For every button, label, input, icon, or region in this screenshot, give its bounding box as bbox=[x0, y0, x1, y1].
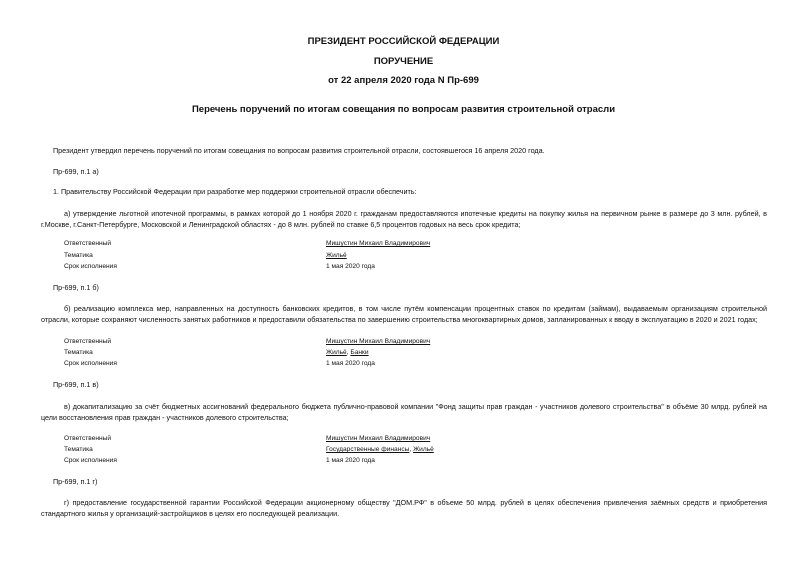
item-reference: Пр-699, п.1 а) bbox=[53, 167, 99, 176]
topic-link-banks[interactable]: Банки bbox=[350, 349, 369, 356]
topic-link-housing[interactable]: Жильё bbox=[413, 446, 434, 453]
item-reference: Пр-699, п.1 в) bbox=[53, 380, 99, 389]
item-c-deadline-row bbox=[64, 456, 464, 466]
deadline-label: Срок исполнения bbox=[64, 263, 117, 270]
document-type: ПОРУЧЕНИЕ bbox=[373, 56, 434, 67]
responsible-label: Ответственный bbox=[64, 338, 112, 345]
item-b-text: б) реализацию комплекса мер, направленных на доступность банковских кредитов, в том числе путём компенсации процентных ставок по кредитам (займам), выдаваемым организациям строительной отрасли, которые сохраняют численность занятых работников и предоставили обязательства по завершению строительства многоквартирных домов, запланированных к вводу в эксплуатацию в 2020 и 2021 годах; bbox=[41, 304, 767, 324]
deadline-value: 1 мая 2020 года bbox=[326, 360, 375, 367]
intro-paragraph: Президент утвердил перечень поручений по итогам совещания по вопросам развития строительной отрасли, состоявшегося 16 апреля 2020 года. bbox=[53, 146, 545, 155]
responsible-label: Ответственный bbox=[64, 240, 112, 247]
item-b-deadline-row bbox=[64, 359, 464, 369]
deadline-value: 1 мая 2020 года bbox=[326, 263, 375, 270]
deadline-value: 1 мая 2020 года bbox=[326, 457, 375, 464]
topic-links: Жильё, Банки bbox=[326, 349, 369, 356]
deadline-label: Срок исполнения bbox=[64, 457, 117, 464]
topic-label: Тематика bbox=[64, 349, 93, 356]
document-subject: Перечень поручений по итогам совещания по вопросам развития строительной отрасли bbox=[191, 104, 616, 115]
topic-links: Государственные финансы, Жильё bbox=[326, 446, 434, 453]
responsible-link[interactable]: Мишустин Михаил Владимирович bbox=[326, 240, 431, 247]
topic-link-housing[interactable]: Жильё bbox=[326, 252, 347, 259]
section-heading: 1. Правительству Российской Федерации при разработке мер поддержки строительной отрасли обеспечить: bbox=[53, 187, 417, 196]
item-b-topic-row bbox=[64, 348, 464, 358]
topic-link-housing[interactable]: Жильё bbox=[326, 349, 347, 356]
item-reference: Пр-699, п.1 б) bbox=[53, 283, 99, 292]
item-c-topic-row bbox=[64, 445, 464, 455]
issuer-title: ПРЕЗИДЕНТ РОССИЙСКОЙ ФЕДЕРАЦИИ bbox=[307, 36, 500, 47]
responsible-link[interactable]: Мишустин Михаил Владимирович bbox=[326, 338, 431, 345]
topic-link-public-finance[interactable]: Государственные финансы bbox=[326, 446, 410, 453]
item-c-text: в) докапитализацию за счёт бюджетных ассигнований федерального бюджета публично-правовой компании "Фонд защиты прав граждан - участников долевого строительства" в объёме 30 млрд. рублей на цели восстановления прав граждан - участников долевого строительства; bbox=[41, 402, 767, 422]
item-a-text: а) утверждение льготной ипотечной программы, в рамках которой до 1 ноября 2020 г. гражданам предоставляются ипотечные кредиты на покупку жилья на первичном рынке в размере до 3 млн. рублей, в г.Москве, г.Санкт-Петербурге, Московской и Ленинградской областях - до 8 млн. рублей по ставке 6,5 процентов годовых на весь срок кредита; bbox=[41, 209, 767, 229]
item-a-topic-row bbox=[64, 251, 464, 261]
responsible-label: Ответственный bbox=[64, 435, 112, 442]
item-reference: Пр-699, п.1 г) bbox=[53, 477, 98, 486]
topic-label: Тематика bbox=[64, 252, 93, 259]
item-b-responsible-row bbox=[64, 337, 464, 347]
deadline-label: Срок исполнения bbox=[64, 360, 117, 367]
item-a-responsible-row bbox=[64, 239, 464, 249]
document-date-number: от 22 апреля 2020 года N Пр-699 bbox=[328, 75, 479, 86]
topic-label: Тематика bbox=[64, 446, 93, 453]
item-c-responsible-row bbox=[64, 434, 464, 444]
responsible-link[interactable]: Мишустин Михаил Владимирович bbox=[326, 435, 431, 442]
item-d-text: г) предоставление государственной гарантии Российской Федерации акционерному обществу "ДОМ.РФ" в объеме 50 млрд. рублей в целях обеспечения привлечения заёмных средств и приобретения стандартного жилья у организаций-застройщиков в целях его последующей реализации. bbox=[41, 498, 767, 518]
item-a-deadline-row bbox=[64, 262, 464, 272]
